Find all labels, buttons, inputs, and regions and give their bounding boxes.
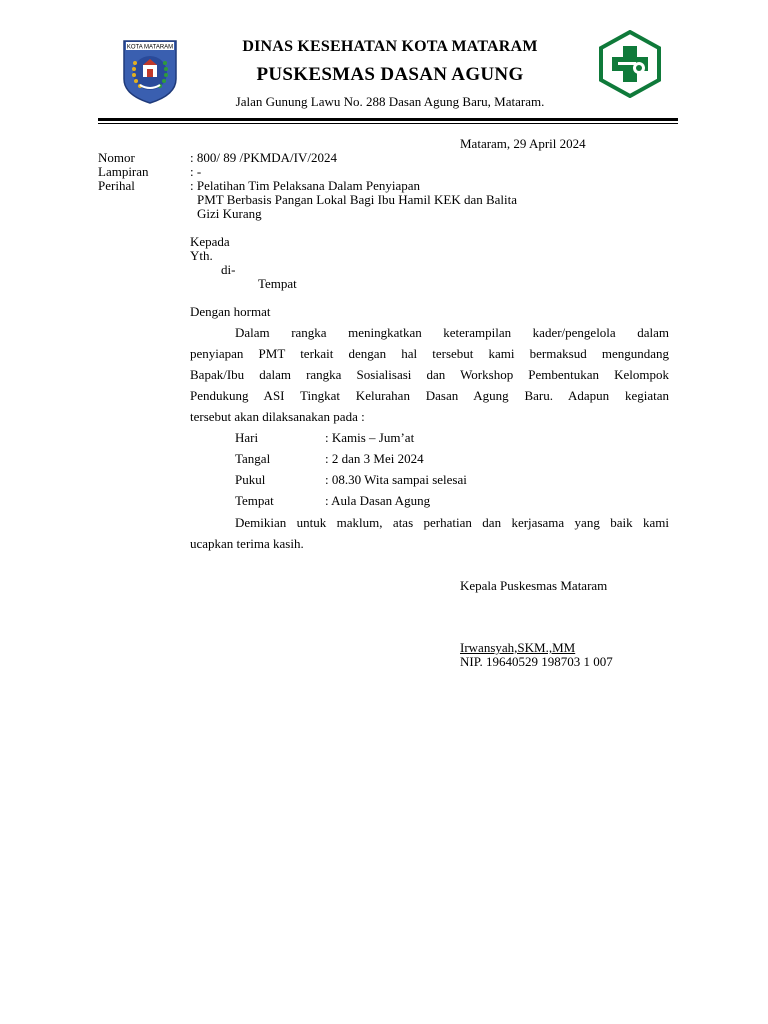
body-line: tersebut akan dilaksanakan pada : [190, 409, 365, 424]
organization-name: DINAS KESEHATAN KOTA MATARAM [242, 38, 538, 55]
detail-label-tempat: Tempat [235, 493, 274, 508]
lampiran-label: Lampiran [98, 164, 149, 179]
recipient-kepada: Kepada [190, 234, 230, 249]
detail-label-pukul: Pukul [235, 472, 266, 487]
nomor-label: Nomor [98, 150, 135, 165]
closing-paragraph [190, 512, 669, 554]
perihal-line: : Pelatihan Tim Pelaksana Dalam Penyiapan [190, 178, 420, 193]
signatory-nip: NIP. 19640529 198703 1 007 [460, 654, 613, 669]
detail-label-tangal: Tangal [235, 451, 271, 466]
puskesmas-cross-logo [596, 30, 664, 98]
detail-label-hari: Hari [235, 430, 259, 445]
body-line: Dalam rangka meningkatkan keterampilan kader/pengelola dalam [235, 325, 669, 340]
body-line: Pendukung ASI Tingkat Kelurahan Dasan Agung Baru. Adapun kegiatan [190, 388, 669, 403]
signature-title: Kepala Puskesmas Mataram [460, 578, 608, 593]
emblem-text: KOTA MATARAM [126, 44, 174, 51]
kota-mataram-emblem-logo [121, 39, 179, 105]
header-divider-thin [98, 123, 678, 124]
institution-name: PUSKESMAS DASAN AGUNG [256, 64, 524, 85]
body-line: Bapak/Ibu dalam rangka Sosialisasi dan Workshop Pembentukan Kelompok [190, 367, 669, 382]
closing-line: ucapkan terima kasih. [190, 536, 304, 551]
recipient-tempat: Tempat [258, 276, 297, 291]
detail-value-hari: : Kamis – Jum’at [325, 430, 415, 445]
institution-address: Jalan Gunung Lawu No. 288 Dasan Agung Baru, Mataram. [235, 94, 545, 109]
body-line: penyiapan PMT terkait dengan hal tersebut kami bermaksud mengundang [190, 346, 669, 361]
detail-value-tangal: : 2 dan 3 Mei 2024 [325, 451, 424, 466]
lampiran-value: : - [190, 164, 202, 179]
perihal-line: PMT Berbasis Pangan Lokal Bagi Ibu Hamil KEK dan Balita [197, 192, 518, 207]
closing-line: Demikian untuk maklum, atas perhatian dan kerjasama yang baik kami [235, 515, 669, 530]
detail-value-tempat: : Aula Dasan Agung [325, 493, 431, 508]
header-divider-thick [98, 118, 678, 121]
recipient-di: di- [221, 262, 236, 277]
recipient-yth: Yth. [190, 248, 213, 263]
perihal-line: Gizi Kurang [197, 206, 262, 221]
salutation: Dengan hormat [190, 304, 271, 319]
detail-value-pukul: : 08.30 Wita sampai selesai [325, 472, 467, 487]
perihal-label: Perihal [98, 178, 135, 193]
nomor-value: : 800/ 89 /PKMDA/IV/2024 [190, 150, 337, 165]
body-paragraph [190, 322, 669, 427]
signatory-name: Irwansyah,SKM.,MM [460, 640, 576, 655]
place-date: Mataram, 29 April 2024 [460, 136, 586, 151]
